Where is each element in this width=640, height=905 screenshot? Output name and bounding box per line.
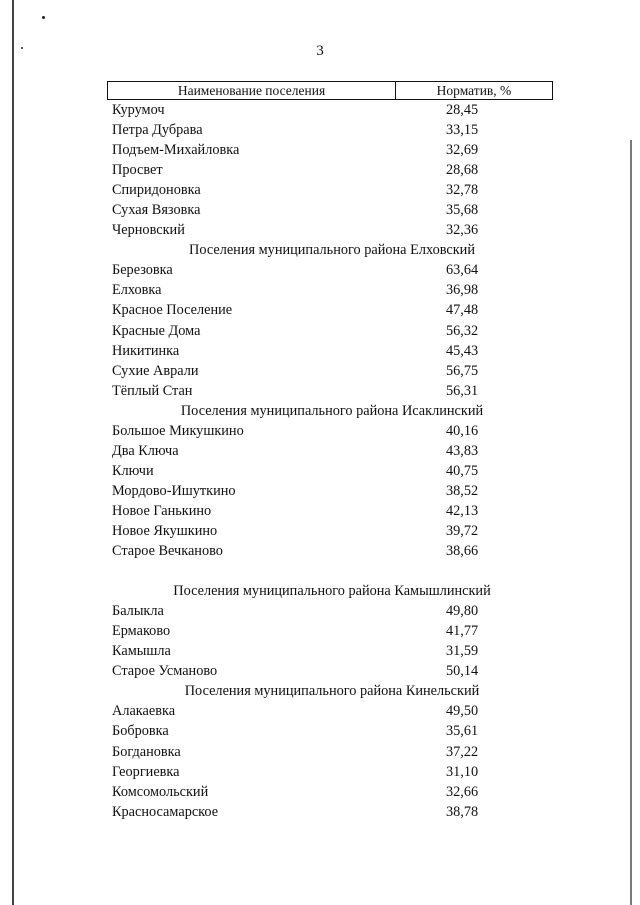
- table-row: [112, 441, 552, 461]
- table-row: [112, 120, 552, 140]
- settlement-name: Комсомольский: [112, 783, 209, 800]
- settlements-table: [112, 100, 552, 822]
- settlement-name: Сухая Вязовка: [112, 202, 201, 219]
- norm-value: 45,43: [446, 342, 479, 359]
- settlement-name: Старое Усманово: [112, 663, 218, 680]
- norm-value: 28,68: [446, 162, 479, 179]
- table-row: [112, 300, 552, 320]
- table-row: [112, 601, 552, 621]
- settlement-name: Черновский: [112, 222, 185, 239]
- norm-value: 33,15: [446, 122, 479, 139]
- section-title: Поселения муниципального района Камышлинский: [173, 583, 491, 600]
- section-title: Поселения муниципального района Кинельский: [184, 683, 480, 700]
- table-row: [112, 160, 552, 180]
- norm-value: 31,59: [446, 643, 479, 660]
- norm-value: 37,22: [446, 743, 479, 760]
- norm-value: 32,36: [446, 222, 479, 239]
- scan-edge-line-left: [12, 0, 14, 905]
- settlement-name: Богдановка: [112, 743, 181, 760]
- settlement-name: Подъем-Михайловка: [112, 142, 240, 159]
- table-row: [112, 280, 552, 300]
- settlement-name: Балыкла: [112, 603, 164, 620]
- norm-value: 39,72: [446, 522, 479, 539]
- table-row: [112, 641, 552, 661]
- settlement-name: Два Ключа: [112, 442, 179, 459]
- norm-value: 40,16: [446, 422, 479, 439]
- table-row: [112, 802, 552, 822]
- table-row: [112, 180, 552, 200]
- norm-value: 47,48: [446, 302, 479, 319]
- norm-value: 36,98: [446, 282, 479, 299]
- settlement-name: Мордово-Ишуткино: [112, 482, 236, 499]
- table-row: [112, 200, 552, 220]
- settlement-name: Камышла: [112, 643, 171, 660]
- settlement-name: Алакаевка: [112, 703, 176, 720]
- norm-value: 32,69: [446, 142, 479, 159]
- settlement-name: Просвет: [112, 162, 163, 179]
- norm-value: 38,52: [446, 482, 479, 499]
- norm-value: 41,77: [446, 623, 479, 640]
- settlement-name: Петра Дубрава: [112, 122, 203, 139]
- norm-value: 32,78: [446, 182, 479, 199]
- section-title: Поселения муниципального района Исаклинский: [180, 402, 484, 419]
- settlement-name: Старое Вечканово: [112, 543, 223, 560]
- column-header-name: Наименование поселения: [108, 82, 396, 99]
- norm-value: 28,45: [446, 102, 479, 118]
- table-row: [112, 361, 552, 381]
- norm-value: 50,14: [446, 663, 479, 680]
- section-spacer: [112, 561, 552, 581]
- table-row: [112, 421, 552, 441]
- table-row: [112, 140, 552, 160]
- table-row: [112, 341, 552, 361]
- table-row: [112, 762, 552, 782]
- section-title: Поселения муниципального района Елховский: [189, 242, 475, 259]
- settlement-name: Курумоч: [112, 102, 165, 118]
- norm-value: 35,68: [446, 202, 479, 219]
- settlement-name: Большое Микушкино: [112, 422, 244, 439]
- table-row: [112, 381, 552, 401]
- table-header: [107, 81, 553, 100]
- table-row: [112, 521, 552, 541]
- table-row: [112, 721, 552, 741]
- table-row: [112, 481, 552, 501]
- norm-value: 56,32: [446, 322, 479, 339]
- norm-value: 43,83: [446, 442, 479, 459]
- norm-value: 31,10: [446, 763, 479, 780]
- settlement-name: Сухие Аврали: [112, 362, 199, 379]
- table-row: [112, 501, 552, 521]
- table-row: [112, 260, 552, 280]
- norm-value: 56,75: [446, 362, 479, 379]
- table-row: [112, 661, 552, 681]
- norm-value: 56,31: [446, 382, 479, 399]
- settlement-name: Ермаково: [112, 623, 171, 640]
- scan-speck: [42, 16, 45, 19]
- settlement-name: Березовка: [112, 262, 173, 279]
- page-number: 3: [316, 43, 324, 59]
- column-header-norm: Норматив, %: [436, 83, 512, 98]
- table-row: [112, 782, 552, 802]
- settlement-name: Новое Якушкино: [112, 522, 218, 539]
- settlement-name: Тёплый Стан: [112, 382, 193, 399]
- norm-value: 40,75: [446, 462, 479, 479]
- settlement-name: Бобровка: [112, 723, 169, 740]
- scan-edge-line-right: [630, 140, 632, 905]
- norm-value: 32,66: [446, 783, 479, 800]
- norm-value: 49,50: [446, 703, 479, 720]
- settlement-name: Спиридоновка: [112, 182, 201, 199]
- table-row: [112, 220, 552, 240]
- table-row: [112, 461, 552, 481]
- settlement-name: Красные Дома: [112, 322, 201, 339]
- norm-value: 42,13: [446, 502, 479, 519]
- settlement-name: Красное Поселение: [112, 302, 233, 319]
- settlement-name: Красносамарское: [112, 803, 219, 820]
- settlement-name: Елховка: [112, 282, 162, 299]
- table-row: [112, 742, 552, 762]
- settlement-name: Новое Ганькино: [112, 502, 212, 519]
- table-row: [112, 621, 552, 641]
- settlement-name: Никитинка: [112, 342, 180, 359]
- norm-value: 35,61: [446, 723, 479, 740]
- table-row: [112, 701, 552, 721]
- norm-value: 38,66: [446, 543, 479, 560]
- table-row: [112, 541, 552, 561]
- table-row: [112, 100, 552, 120]
- settlement-name: Ключи: [112, 462, 154, 479]
- norm-value: 38,78: [446, 803, 479, 820]
- norm-value: 63,64: [446, 262, 479, 279]
- norm-value: 49,80: [446, 603, 479, 620]
- settlement-name: Георгиевка: [112, 763, 180, 780]
- table-row: [112, 321, 552, 341]
